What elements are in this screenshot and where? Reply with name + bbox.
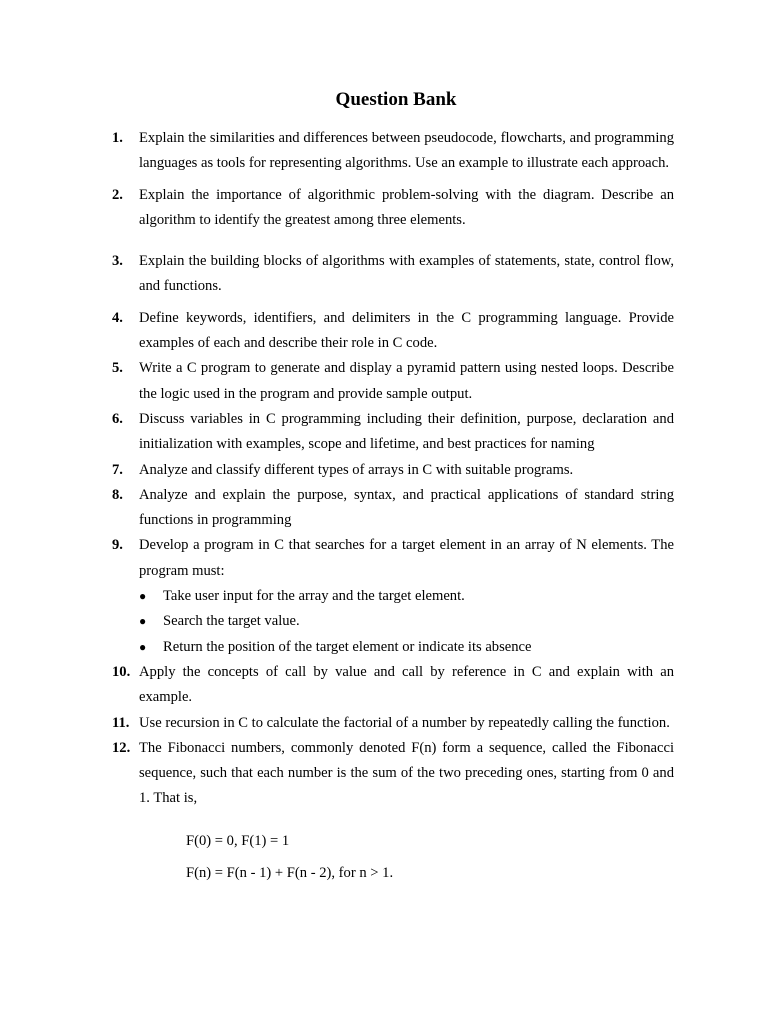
question-number: 5. [112,360,123,377]
bullet-icon: ● [139,589,147,604]
question-text: Explain the building blocks of algorithms with examples of statements, state, control flow, and functions. [139,253,674,295]
question-number: 1. [112,130,123,146]
requirement-text: Search the target value. [163,613,300,630]
requirement-text: Return the position of the target element or indicate its absence [163,638,532,655]
question-text: Apply the concepts of call by value and call by reference in C and explain with an example. [139,663,674,706]
question-text: Develop a program in C that searches for a target element in an array of N elements. The program must: [139,537,674,579]
requirement-item [139,609,674,634]
question-number: 2. [112,186,123,203]
question-number: 4. [112,309,123,326]
question-text: Analyze and classify different types of arrays in C with suitable programs. [139,461,574,478]
question-number: 6. [112,410,123,427]
requirement-text: Take user input for the array and the target element. [163,588,465,605]
requirement-item [139,584,674,609]
question-number: 3. [112,253,123,270]
question-item [112,533,674,659]
page-title: Question Bank [335,89,457,110]
formula-line: F(n) = F(n - 1) + F(n - 2), for n > 1. [186,865,394,882]
question-item [112,249,674,300]
question-item [112,711,674,736]
question-item [112,483,674,534]
question-number: 11. [112,714,130,731]
bullet-icon: ● [139,639,147,654]
requirement-item [139,635,674,660]
question-number: 10. [112,663,131,680]
question-text: Discuss variables in C programming including their definition, purpose, declaration and initialization with examples, scope and lifetime, and best practices for naming [139,410,674,453]
question-item [112,407,674,458]
question-item [112,458,674,483]
question-text: Write a C program to generate and display a pyramid pattern using nested loops. Describe the logic used in the program and provide sample output. [139,360,674,402]
question-item [112,306,674,357]
question-text: Define keywords, identifiers, and delimiters in the C programming language. Provide examples of each and describe their role in C code. [139,309,674,352]
requirement-list [139,584,674,660]
question-text: Explain the similarities and differences between pseudocode, flowcharts, and programming languages as tools for representing algorithms. Use an example to illustrate each approach. [139,130,674,172]
question-text: Explain the importance of algorithmic problem-solving with the diagram. Describe an algorithm to identify the greatest among three elements. [139,186,674,228]
question-list [112,126,674,886]
bullet-icon: ● [139,614,147,629]
formula-line: F(0) = 0, F(1) = 1 [186,832,290,849]
question-item [112,126,674,177]
question-text: Analyze and explain the purpose, syntax, and practical applications of standard string functions in programming [139,486,674,529]
question-item [112,356,674,407]
question-number: 8. [112,486,123,503]
question-item [112,183,674,234]
question-number: 12. [112,739,131,756]
question-text: The Fibonacci numbers, commonly denoted F(n) form a sequence, called the Fibonacci sequence, such that each number is the sum of the two preceding ones, starting from 0 and 1. That is, [139,739,674,807]
question-number: 7. [112,461,123,478]
question-number: 9. [112,537,123,554]
question-text: Use recursion in C to calculate the factorial of a number by repeatedly calling the function. [139,714,670,731]
question-item [112,660,674,711]
question-item [112,736,674,886]
